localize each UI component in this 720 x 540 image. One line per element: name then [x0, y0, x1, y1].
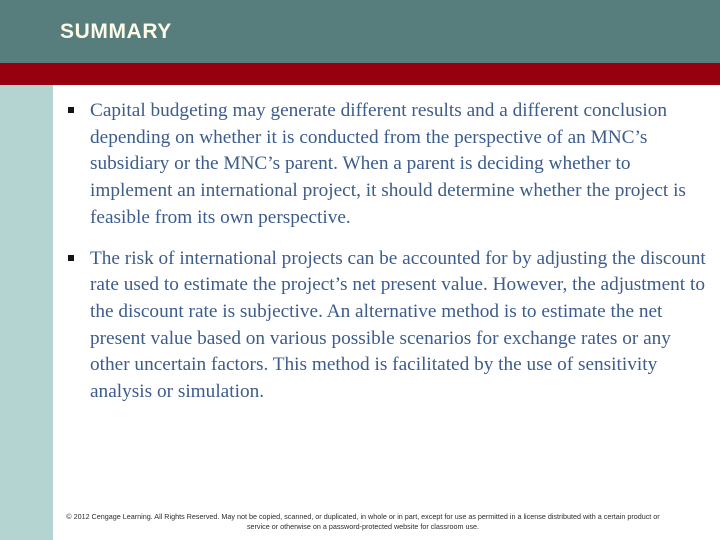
square-bullet-icon	[68, 107, 74, 113]
copyright-footer: © 2012 Cengage Learning. All Rights Reserved. May not be copied, scanned, or duplicated, in whole or in part, except for use as permitted in a license distributed with a certain product or service or otherwise on a password-protected website for classroom use.	[66, 512, 660, 532]
header-accent-rule	[0, 63, 720, 85]
page-title: SUMMARY	[60, 20, 172, 43]
list-item	[62, 246, 710, 406]
bullet-text: The risk of international projects can be accounted for by adjusting the discount rate used to estimate the project’s net present value. However, the adjustment to the discount rate is subjective. An alternative method is to estimate the net present value based on various possible scenarios for exchange rates or any other uncertain factors. This method is facilitated by the use of sensitivity analysis or simulation.	[90, 247, 706, 403]
left-accent-column	[0, 85, 53, 540]
square-bullet-icon	[68, 255, 74, 261]
slide-content	[62, 98, 710, 420]
list-item	[62, 98, 710, 232]
bullet-list	[62, 98, 710, 406]
bullet-text: Capital budgeting may generate different results and a different conclusion depending on whether it is conducted from the perspective of an MNC’s subsidiary or the MNC’s parent. When a parent is deciding whether to implement an international project, it should determine whether the project is feasible from its own perspective.	[90, 100, 686, 228]
